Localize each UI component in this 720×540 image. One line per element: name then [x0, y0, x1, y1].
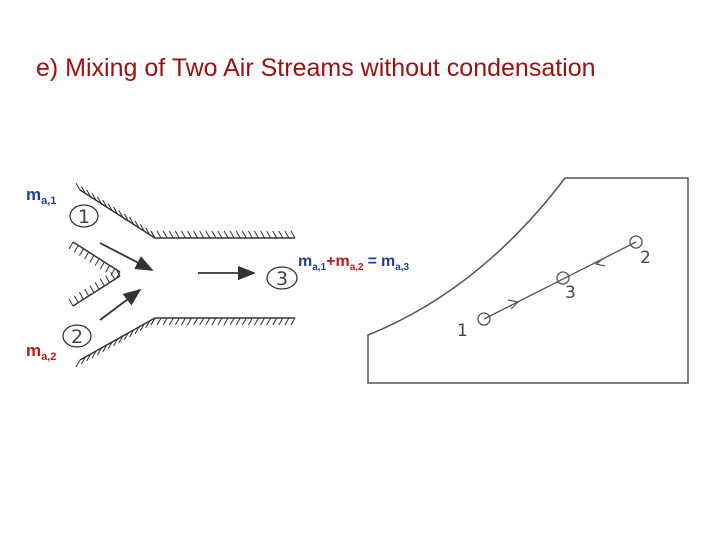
hatch-mark: [74, 245, 78, 252]
hatch-mark: [76, 360, 80, 367]
hatch-mark: [79, 249, 83, 256]
hatch-mark: [206, 318, 210, 325]
hatch-mark: [169, 231, 173, 238]
hatch-mark: [261, 318, 265, 325]
hatch-mark: [291, 231, 295, 238]
hatch-mark: [248, 231, 252, 238]
hatch-mark: [188, 231, 192, 238]
hatch-mark: [218, 318, 222, 325]
hatch-mark: [181, 318, 185, 325]
hatch-mark: [106, 265, 110, 272]
duct-schematic: [70, 190, 295, 360]
label-stream2: $m_{a,2}$: [26, 341, 57, 363]
chart-point-1-label: 1: [457, 321, 468, 341]
hatch-mark: [273, 231, 277, 238]
hatch-mark: [194, 231, 198, 238]
psychrometric-chart: [368, 178, 688, 383]
hatch-mark: [95, 282, 99, 289]
duct-hatching: [69, 183, 295, 367]
label-stream1: $m_{a,1}$: [26, 185, 57, 207]
hatch-mark: [95, 259, 99, 266]
duct-wall-upper-inner: [73, 242, 120, 272]
duct-state-1-label: 1: [77, 206, 91, 228]
hatch-mark: [248, 318, 252, 325]
hatch-mark: [273, 318, 277, 325]
hatch-mark: [224, 318, 228, 325]
hatch-mark: [236, 318, 240, 325]
duct-state-3-label: 3: [275, 268, 289, 290]
slide-title: e) Mixing of Two Air Streams without condensation: [36, 54, 596, 82]
hatch-mark: [200, 318, 204, 325]
hatch-mark: [242, 231, 246, 238]
hatch-mark: [90, 255, 94, 262]
hatch-mark: [157, 318, 161, 325]
hatch-mark: [242, 318, 246, 325]
chart-point-3-label: 3: [565, 283, 576, 303]
hatch-mark: [188, 318, 192, 325]
hatch-mark: [163, 231, 167, 238]
hatch-mark: [76, 183, 80, 190]
hatch-mark: [230, 231, 234, 238]
hatch-mark: [206, 231, 210, 238]
hatch-mark: [267, 231, 271, 238]
hatch-mark: [100, 262, 104, 269]
hatch-mark: [291, 318, 295, 325]
hatch-mark: [85, 252, 89, 259]
flow-arrows: [100, 243, 254, 320]
duct-wall-upper-outer: [77, 190, 295, 238]
duct-state-3: [267, 267, 297, 290]
hatch-mark: [111, 272, 115, 279]
hatch-mark: [69, 299, 73, 306]
duct-state-1: [70, 205, 98, 228]
arrow-stream1: [100, 243, 152, 270]
duct-state-2-label: 2: [70, 326, 84, 348]
duct-state-2: [63, 325, 91, 348]
hatch-mark: [285, 318, 289, 325]
hatch-mark: [175, 318, 179, 325]
hatch-mark: [69, 242, 73, 249]
hatch-mark: [254, 318, 258, 325]
hatch-mark: [279, 231, 283, 238]
hatch-mark: [254, 231, 258, 238]
hatch-mark: [267, 318, 271, 325]
mixing-line: [484, 242, 636, 319]
hatch-mark: [230, 318, 234, 325]
arrow-stream2: [100, 290, 140, 320]
hatch-mark: [85, 289, 89, 296]
hatch-mark: [224, 231, 228, 238]
hatch-mark: [181, 231, 185, 238]
hatch-mark: [285, 231, 289, 238]
saturation-curve-and-frame: [368, 178, 688, 383]
hatch-mark: [212, 318, 216, 325]
hatch-mark: [194, 318, 198, 325]
hatch-mark: [261, 231, 265, 238]
hatch-mark: [163, 318, 167, 325]
mass-balance-equation: $m_{a,1}+m_{a,2} = m_{a,3}$: [298, 253, 410, 273]
chart-point-2-label: 2: [640, 248, 651, 268]
hatch-mark: [236, 231, 240, 238]
hatch-mark: [169, 318, 173, 325]
duct-wall-lower-inner: [73, 276, 120, 306]
hatch-mark: [175, 231, 179, 238]
hatch-mark: [90, 286, 94, 293]
hatch-mark: [200, 231, 204, 238]
hatch-mark: [79, 292, 83, 299]
hatch-mark: [157, 231, 161, 238]
hatch-mark: [106, 276, 110, 283]
hatch-mark: [279, 318, 283, 325]
hatch-mark: [74, 296, 78, 303]
hatch-mark: [111, 269, 115, 276]
hatch-mark: [212, 231, 216, 238]
hatch-mark: [218, 231, 222, 238]
hatch-mark: [100, 279, 104, 286]
